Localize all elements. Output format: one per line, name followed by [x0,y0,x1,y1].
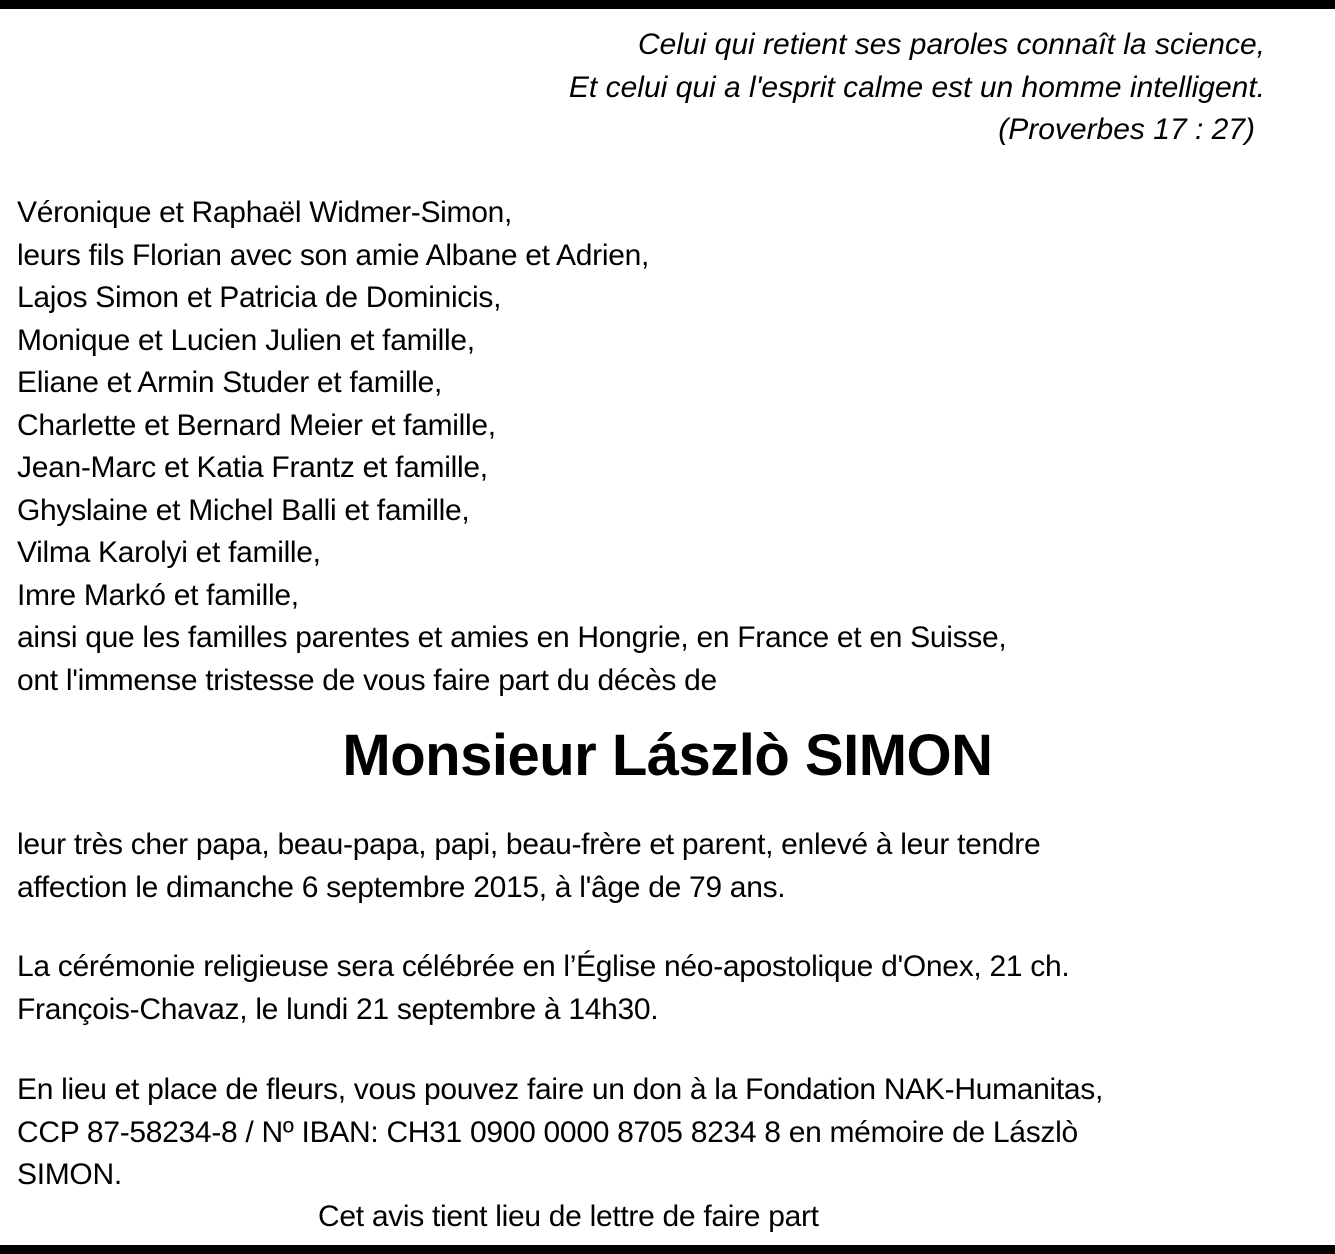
family-line: Eliane et Armin Studer et famille, [17,366,443,399]
paragraph-line: En lieu et place de fleurs, vous pouvez faire un don à la Fondation NAK-Humanitas, [17,1073,1104,1106]
family-line: leurs fils Florian avec son amie Albane et Adrien, [17,238,650,272]
family-line: Ghyslaine et Michel Balli et famille, [17,493,470,527]
family-line: ont l'immense tristesse de vous faire part du décès de [17,663,717,697]
family-line: Jean-Marc et Katia Frantz et famille, [17,451,488,484]
deceased-name: Monsieur Lászlò SIMON [342,723,993,788]
paragraph-line: CCP 87-58234-8 / Nº IBAN: CH31 0900 0000 8705 8234 8 en mémoire de Lászlò [17,1115,1078,1149]
family-line: Véronique et Raphaël Widmer-Simon, [17,196,513,229]
paragraph-line: François-Chavaz, le lundi 21 septembre à 14h30. [17,992,659,1026]
family-line: ainsi que les familles parentes et amies en Hongrie, en France et en Suisse, [17,621,1007,654]
bible-quote [569,24,1265,152]
ceremony-paragraph [17,946,1069,1031]
family-line: Lajos Simon et Patricia de Dominicis, [17,281,502,314]
family-list [17,192,1006,702]
paragraph-line: La cérémonie religieuse sera célébrée en l’Église néo-apostolique d'Onex, 21 ch. [17,950,1070,983]
paragraph-line: affection le dimanche 6 septembre 2015, à l'âge de 79 ans. [17,870,786,904]
tribute-paragraph [17,824,1040,909]
donation-paragraph [17,1069,1103,1197]
bottom-border [0,1245,1335,1254]
family-line: Imre Markó et famille, [17,578,299,612]
quote-reference: (Proverbes 17 : 27) [998,113,1255,146]
family-line: Vilma Karolyi et famille, [17,536,321,569]
closing-note: Cet avis tient lieu de lettre de faire part [318,1200,819,1233]
family-line: Charlette et Bernard Meier et famille, [17,408,496,442]
paragraph-line: leur très cher papa, beau-papa, papi, beau-frère et parent, enlevé à leur tendre [17,828,1041,861]
top-border [0,0,1335,9]
paragraph-line: SIMON. [17,1158,122,1191]
quote-line: Et celui qui a l'esprit calme est un homme intelligent. [568,70,1265,104]
quote-line: Celui qui retient ses paroles connaît la science, [637,28,1265,61]
family-line: Monique et Lucien Julien et famille, [17,323,475,357]
